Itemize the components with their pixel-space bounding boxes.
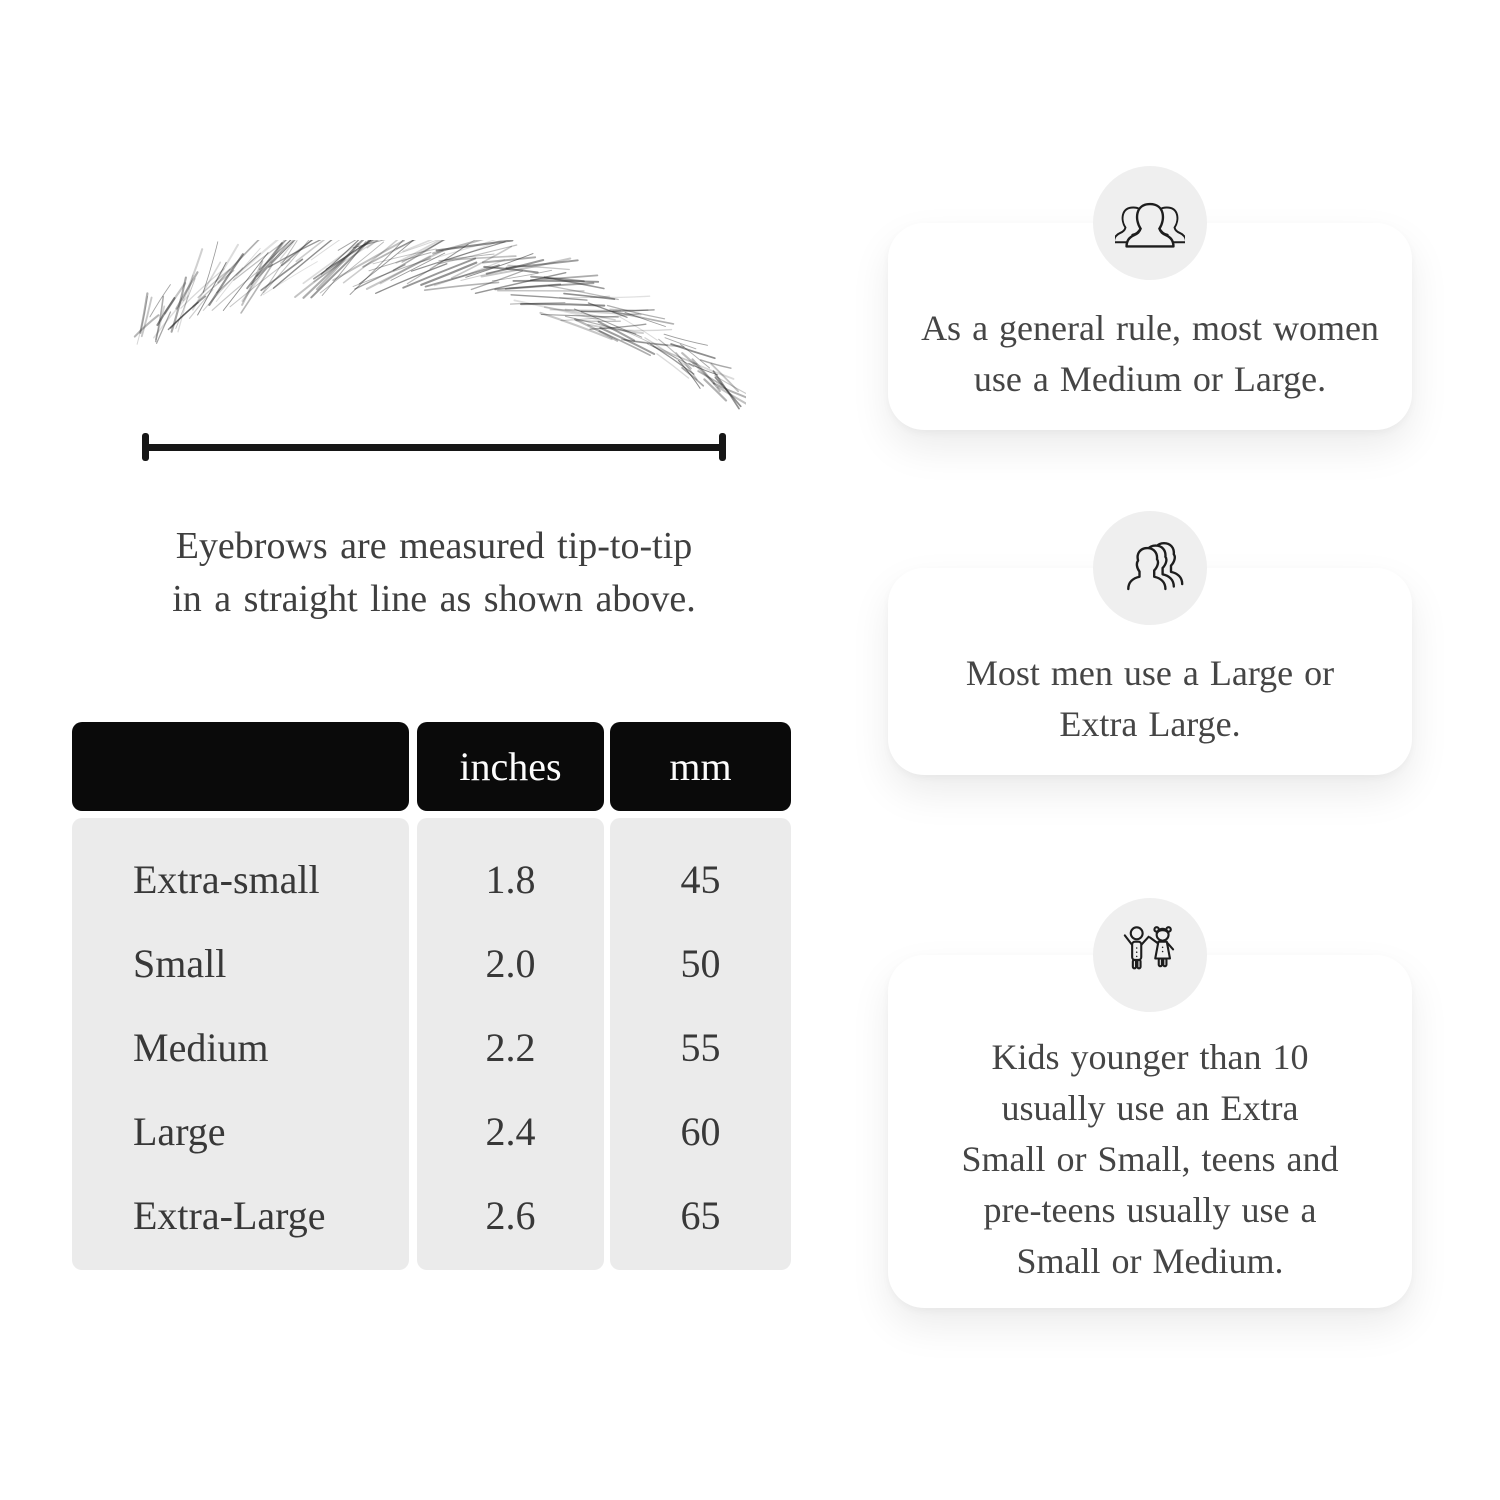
table-cell-mm: 60 [680,1108,721,1154]
card-kids [888,955,1412,1308]
table-cell-inches: 1.8 [485,857,536,903]
figure-caption-line2: in a straight line as shown above. [172,578,696,620]
table-cell-inches: 2.4 [485,1108,536,1154]
measurement-line-bar [145,444,723,451]
card-text-line: As a general rule, most women [921,308,1379,348]
table-cell-size: Large [133,1108,226,1154]
table-column-inches [417,818,604,1270]
figure-caption-line1: Eyebrows are measured tip-to-tip [175,525,693,567]
table-header-size [72,722,409,811]
card-men-text [888,568,1412,775]
table-header-inches: inches [417,722,604,811]
table-cell-mm: 65 [680,1192,721,1238]
table-cell-inches: 2.0 [485,941,536,987]
card-text-line: Extra Large. [1059,704,1241,744]
card-women [888,223,1412,430]
table-cell-mm: 45 [680,857,721,903]
card-men [888,568,1412,775]
table-column-mm [610,818,791,1270]
card-text-line: Small or Medium. [1016,1240,1284,1281]
card-kids-text [888,955,1412,1308]
table-column-size [72,818,409,1270]
card-text-line: Small or Small, teens and [961,1138,1339,1179]
table-cell-size: Medium [133,1024,269,1070]
measurement-line-right-cap [719,433,726,461]
card-text-line: use a Medium or Large. [973,359,1327,399]
figure-caption [108,520,760,626]
card-women-text [888,223,1412,430]
card-text-line: Kids younger than 10 [991,1036,1309,1077]
table-cell-inches: 2.2 [485,1024,536,1070]
table-cell-mm: 50 [680,941,721,987]
eyebrow-illustration [112,240,746,415]
table-cell-mm: 55 [680,1024,721,1070]
table-header-mm: mm [610,722,791,811]
table-cell-inches: 2.6 [485,1192,536,1238]
card-text-line: usually use an Extra [1001,1087,1299,1128]
card-text-line: pre-teens usually use a [983,1189,1317,1230]
card-text-line: Most men use a Large or [965,653,1335,693]
table-cell-size: Extra-Large [133,1192,326,1238]
table-cell-size: Extra-small [133,857,320,903]
table-cell-size: Small [133,941,227,987]
measurement-line [142,433,726,461]
